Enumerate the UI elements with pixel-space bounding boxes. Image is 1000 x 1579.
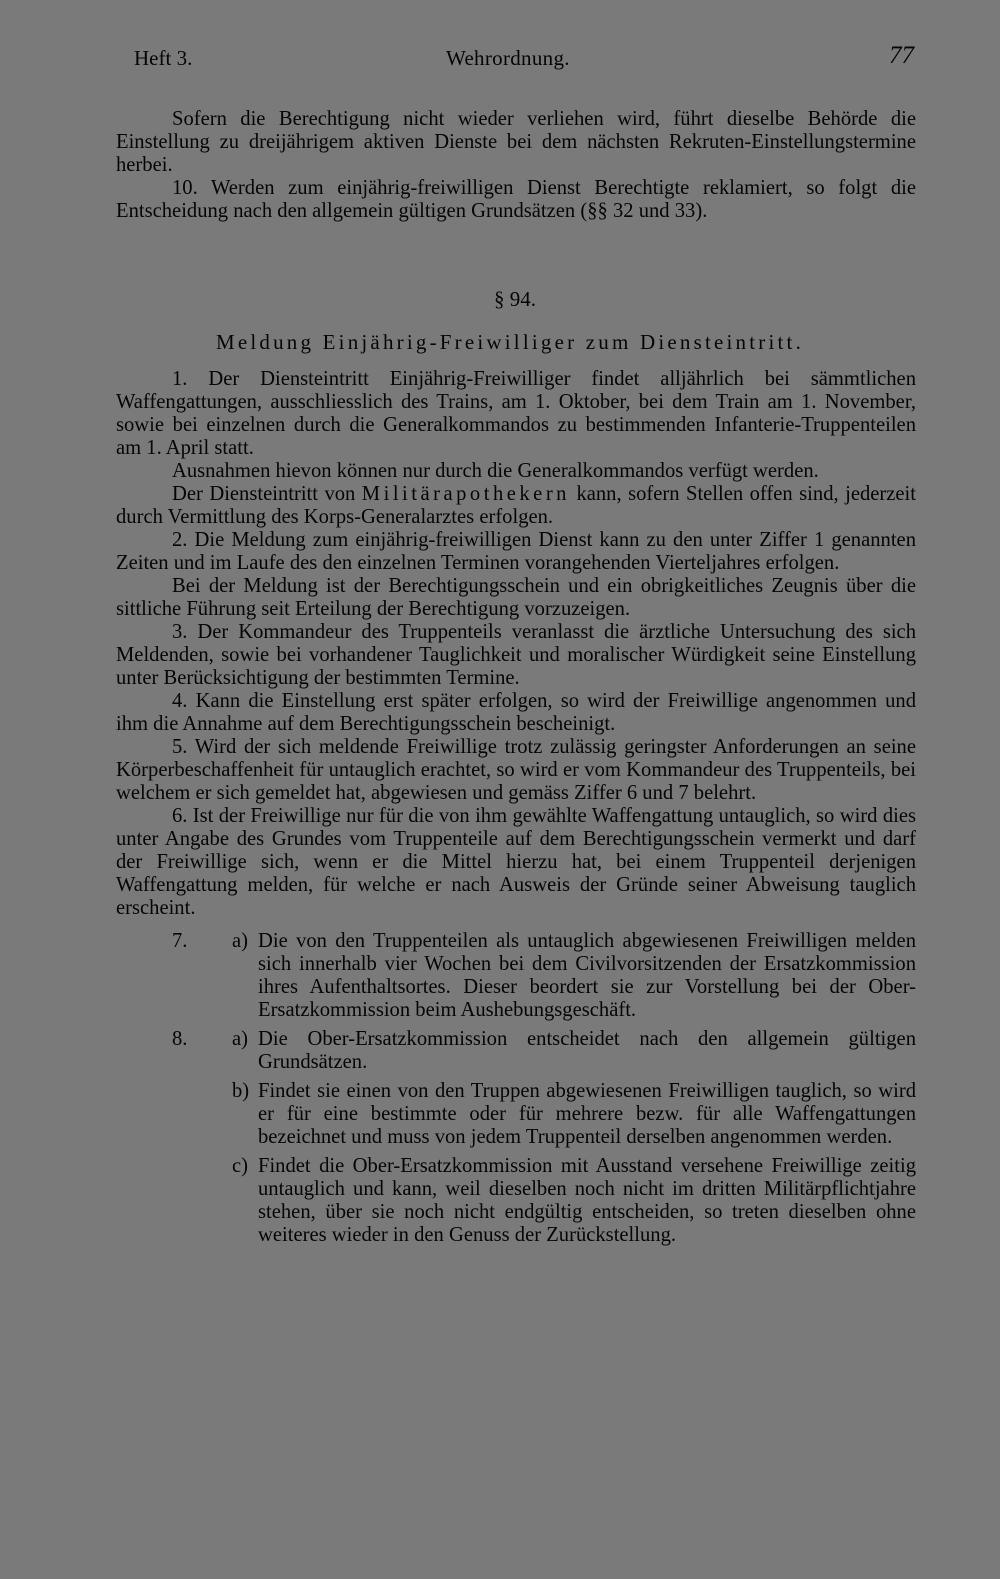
item-label: b) [232,1080,250,1102]
list-item [116,1155,916,1247]
running-header [134,42,914,72]
list-item [116,1028,916,1074]
item-label: a) [232,930,248,952]
paragraph: 3. Der Kommandeur des Truppenteils veranlasst die ärztliche Untersuchung des sich Meldenden, sowie bei vorhandener Tauglichkeit und moralischer Würdigkeit seine Einstellung unter Berücksichtigung der bestimmten Termine. [116,621,916,689]
item-text: Findet sie einen von den Truppen abgewiesenen Freiwilligen tauglich, so wird er für eine bestimmte oder für mehrere bezw. für alle Waffengattungen bezeichnet und muss von jedem Truppenteil derselben angenommen werden. [258,1080,916,1148]
intro-paragraph: 10. Werden zum einjährig-freiwilligen Dienst Berechtigte reklamiert, so folgt die Entscheidung nach den allgemein gültigen Grundsätzen (§§ 32 und 33). [116,177,916,222]
item-text: Findet die Ober-Ersatzkommission mit Ausstand versehene Freiwillige zeitig untauglich und kann, weil dieselben noch nicht im dritten Militärpflichtjahre stehen, über sie noch nicht endgültig entscheiden, so treten dieselben ohne weiteres wieder in den Genuss der Zurückstellung. [258,1155,916,1246]
paragraph: 4. Kann die Einstellung erst später erfolgen, so wird der Freiwillige angenommen und ihm die Annahme auf dem Berechtigungsschein bescheinigt. [116,690,916,735]
item-label: c) [232,1155,248,1177]
paragraph: 5. Wird der sich meldende Freiwillige trotz zulässig geringster Anforderungen an seine Körperbeschaffenheit für untauglich erachtet, so wird er vom Kommandeur des Truppenteils, bei welchem er sich gemeldet hat, abgewiesen und gemäss Ziffer 6 und 7 belehrt. [116,736,916,804]
paragraph: Der Diensteintritt von Militärapothekern kann, sofern Stellen offen sind, jederzeit durch Vermittlung des Korps-Generalarztes erfolgen. [116,483,916,528]
item-number: 8. [172,1028,188,1050]
page-number: 77 [889,42,914,69]
item-text: Die Ober-Ersatzkommission entscheidet nach den allgemein gültigen Grundsätzen. [258,1028,916,1073]
section-body [116,368,916,1247]
paragraph: Bei der Meldung ist der Berechtigungsschein und ein obrigkeitliches Zeugnis über die sittliche Führung seit Erteilung der Berechtigung vorzuzeigen. [116,575,916,620]
emphasis-spaced: Militärapothekern [361,483,570,505]
item-label: a) [232,1028,248,1050]
paragraph: Ausnahmen hievon können nur durch die Generalkommandos verfügt werden. [172,460,819,482]
paragraph: 6. Ist der Freiwillige nur für die von ihm gewählte Waffengattung untauglich, so wird dies unter Angabe des Grundes vom Truppenteile auf dem Berechtigungsschein vermerkt und darf der Freiwillige sich, wenn er die Mittel hierzu hat, bei einem Truppenteil derjenigen Waffengattung melden, für welche er nach Ausweis der Gründe seiner Abweisung tauglich erscheint. [116,805,916,919]
issue-label: Heft 3. [134,46,193,70]
section-title: Meldung Einjährig-Freiwilliger zum Diensteintritt. [215,330,805,354]
running-title: Wehrordnung. [446,46,570,70]
paragraph: 2. Die Meldung zum einjährig-freiwilligen Dienst kann zu den unter Ziffer 1 genannten Zeiten und im Laufe des den einzelnen Terminen vorangehenden Vierteljahres erfolgen. [116,529,916,574]
item-number: 7. [172,930,188,952]
intro-block [116,108,916,223]
list-item [116,930,916,1022]
list-item [116,1080,916,1149]
intro-paragraph: Sofern die Berechtigung nicht wieder verliehen wird, führt dieselbe Behörde die Einstellung zu dreijährigem aktiven Dienste bei dem nächsten Rekruten-Einstellungstermine herbei. [116,108,916,176]
paragraph: 1. Der Diensteintritt Einjährig-Freiwilliger findet alljährlich bei sämmtlichen Waffengattungen, ausschliesslich des Trains, am 1. Oktober, bei dem Train am 1. November, sowie bei einzelnen durch die Generalkommandos zu bestimmenden Infanterie-Truppenteilen am 1. April statt. [116,368,916,459]
item-text: Die von den Truppenteilen als untauglich abgewiesenen Freiwilligen melden sich innerhalb vier Wochen bei dem Civilvorsitzenden der Ersatzkommission ihres Aufenthaltsortes. Dieser beordert sie zur Vorstellung bei der Ober-Ersatzkommission beim Aushebungsgeschäft. [258,930,916,1021]
section-number: § 94. [494,287,536,311]
